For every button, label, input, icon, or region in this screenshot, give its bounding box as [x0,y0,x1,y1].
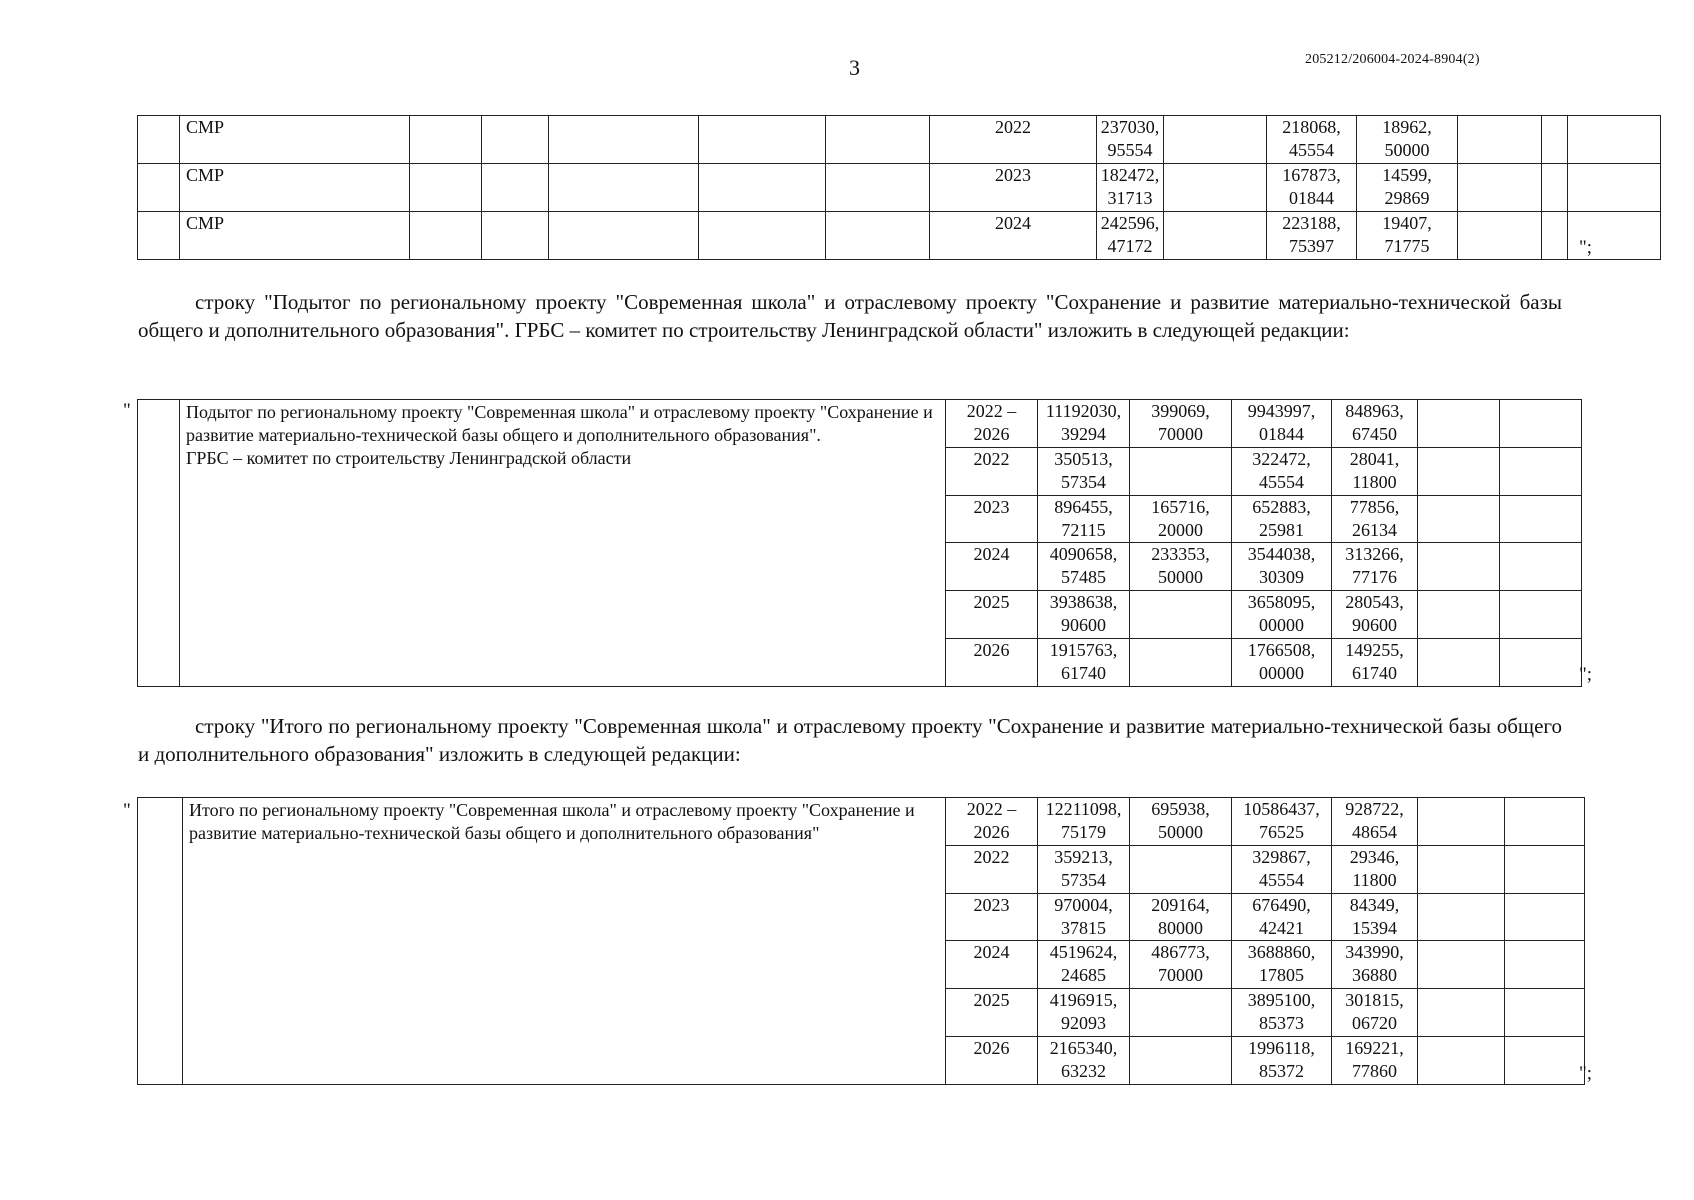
year-cell: 2026 [946,638,1038,686]
federal-budget-cell: 165716, 20000 [1130,495,1232,543]
empty-cell [1418,447,1500,495]
year-cell: 2022 [930,116,1097,164]
empty-cell [482,116,549,164]
empty-cell [482,212,549,260]
table-row [138,212,1661,260]
empty-cell [1418,893,1505,941]
year-cell: 2022 [946,845,1038,893]
regional-budget-cell: 1766508, 00000 [1232,638,1332,686]
empty-cell [1505,798,1585,846]
empty-cell [1164,164,1267,212]
total-cell: 4196915, 92093 [1038,989,1130,1037]
empty-cell [1500,638,1582,686]
federal-budget-cell [1130,447,1232,495]
regional-budget-cell: 3544038, 30309 [1232,543,1332,591]
local-budget-cell: 18962, 50000 [1357,116,1458,164]
empty-cell [1164,212,1267,260]
empty-cell [1568,116,1661,164]
instruction-paragraph: строку "Подытог по региональному проекту "Современная школа" и отраслевому проекту "Сохранение и развитие материально-технической базы общего и дополнительного образования". ГРБС – комитет по строительству Ленинградской области" изложить в следующей редакции: [138,290,1562,342]
federal-budget-cell: 486773, 70000 [1130,941,1232,989]
federal-budget-cell: 695938, 50000 [1130,798,1232,846]
local-budget-cell: 280543, 90600 [1332,591,1418,639]
empty-cell [1418,400,1500,448]
empty-cell [138,164,180,212]
year-cell: 2023 [946,495,1038,543]
empty-cell [1505,989,1585,1037]
empty-cell [1568,164,1661,212]
year-cell: 2024 [946,543,1038,591]
empty-cell [1418,638,1500,686]
empty-cell [1542,116,1568,164]
local-budget-cell: 77856, 26134 [1332,495,1418,543]
table-row [138,164,1661,212]
table-row [138,798,1585,846]
page-number: 3 [849,55,860,80]
local-budget-cell: 928722, 48654 [1332,798,1418,846]
empty-cell [1418,495,1500,543]
local-budget-cell: 313266, 77176 [1332,543,1418,591]
total-cell: 350513, 57354 [1038,447,1130,495]
total-cell: 359213, 57354 [1038,845,1130,893]
regional-budget-cell: 218068, 45554 [1267,116,1357,164]
empty-cell [1418,845,1505,893]
regional-budget-cell: 322472, 45554 [1232,447,1332,495]
document-code: 205212/206004-2024-8904(2) [1305,52,1480,67]
instruction-paragraph: строку "Итого по региональному проекту "Современная школа" и отраслевому проекту "Сохранение и развитие материально-технической базы общего и дополнительного образования" изложить в следующей редакции: [138,714,1562,766]
year-cell: 2023 [946,893,1038,941]
federal-budget-cell [1130,591,1232,639]
local-budget-cell: 29346, 11800 [1332,845,1418,893]
empty-cell [138,400,180,687]
empty-cell [826,116,930,164]
regional-budget-cell: 10586437, 76525 [1232,798,1332,846]
regional-budget-cell: 9943997, 01844 [1232,400,1332,448]
empty-cell [1418,941,1505,989]
closing-quote-mark: "; [1579,237,1593,258]
local-budget-cell: 848963, 67450 [1332,400,1418,448]
empty-cell [1418,1036,1505,1084]
empty-cell [1505,941,1585,989]
row-label: СМР [180,116,410,164]
closing-quote-mark: "; [1579,1063,1593,1084]
total-cell: 11192030, 39294 [1038,400,1130,448]
empty-cell [549,164,699,212]
empty-cell [1542,164,1568,212]
empty-cell [1500,495,1582,543]
opening-quote-mark: " [123,800,131,821]
empty-cell [1500,400,1582,448]
regional-budget-cell: 3658095, 00000 [1232,591,1332,639]
empty-cell [138,212,180,260]
empty-cell [699,212,826,260]
total-cell: 3938638, 90600 [1038,591,1130,639]
empty-cell [1164,116,1267,164]
local-budget-cell: 301815, 06720 [1332,989,1418,1037]
empty-cell [410,164,482,212]
empty-cell [1458,212,1542,260]
year-cell: 2023 [930,164,1097,212]
row-description: Итого по региональному проекту "Современная школа" и отраслевому проекту "Сохранение и развитие материально-технической базы общего и дополнительного образования" [183,798,946,1085]
regional-budget-cell: 652883, 25981 [1232,495,1332,543]
empty-cell [699,164,826,212]
total-cell: 242596, 47172 [1097,212,1164,260]
total-cell: 1915763, 61740 [1038,638,1130,686]
table-row [138,400,1582,448]
empty-cell [826,164,930,212]
empty-cell [826,212,930,260]
year-cell: 2022 [946,447,1038,495]
total-cell: 12211098, 75179 [1038,798,1130,846]
total-cell: 237030, 95554 [1097,116,1164,164]
empty-cell [549,212,699,260]
regional-budget-cell: 3688860, 17805 [1232,941,1332,989]
federal-budget-cell: 233353, 50000 [1130,543,1232,591]
federal-budget-cell [1130,989,1232,1037]
regional-budget-cell: 3895100, 85373 [1232,989,1332,1037]
empty-cell [1542,212,1568,260]
regional-budget-cell: 329867, 45554 [1232,845,1332,893]
empty-cell [1458,116,1542,164]
federal-budget-cell: 209164, 80000 [1130,893,1232,941]
total-table [137,797,1585,1085]
total-cell: 2165340, 63232 [1038,1036,1130,1084]
year-cell: 2025 [946,591,1038,639]
local-budget-cell: 343990, 36880 [1332,941,1418,989]
regional-budget-cell: 167873, 01844 [1267,164,1357,212]
total-cell: 896455, 72115 [1038,495,1130,543]
table-row [138,116,1661,164]
empty-cell [1505,845,1585,893]
year-cell: 2024 [930,212,1097,260]
local-budget-cell: 149255, 61740 [1332,638,1418,686]
empty-cell [1418,591,1500,639]
opening-quote-mark: " [123,400,131,421]
local-budget-cell: 19407, 71775 [1357,212,1458,260]
empty-cell [482,164,549,212]
federal-budget-cell [1130,638,1232,686]
federal-budget-cell [1130,845,1232,893]
regional-budget-cell: 1996118, 85372 [1232,1036,1332,1084]
local-budget-cell: 84349, 15394 [1332,893,1418,941]
year-cell: 2026 [946,1036,1038,1084]
empty-cell [699,116,826,164]
subtotal-table [137,399,1582,687]
local-budget-cell: 28041, 11800 [1332,447,1418,495]
total-cell: 182472, 31713 [1097,164,1164,212]
empty-cell [410,212,482,260]
empty-cell [1418,798,1505,846]
regional-budget-cell: 223188, 75397 [1267,212,1357,260]
row-label: СМР [180,164,410,212]
year-cell: 2024 [946,941,1038,989]
empty-cell [1458,164,1542,212]
local-budget-cell: 14599, 29869 [1357,164,1458,212]
local-budget-cell: 169221, 77860 [1332,1036,1418,1084]
federal-budget-cell [1130,1036,1232,1084]
row-label: СМР [180,212,410,260]
empty-cell [410,116,482,164]
closing-quote-mark: "; [1579,664,1593,685]
empty-cell [1505,893,1585,941]
empty-cell [549,116,699,164]
year-cell: 2025 [946,989,1038,1037]
total-cell: 970004, 37815 [1038,893,1130,941]
total-cell: 4519624, 24685 [1038,941,1130,989]
empty-cell [1500,591,1582,639]
smr-table [137,115,1661,260]
year-cell: 2022 – 2026 [946,798,1038,846]
empty-cell [1418,543,1500,591]
row-description: Подытог по региональному проекту "Современная школа" и отраслевому проекту "Сохранение и развитие материально-технической базы общего и дополнительного образования". ГРБС – комитет по строительству Ленинградской области [180,400,946,687]
total-cell: 4090658, 57485 [1038,543,1130,591]
empty-cell [1418,989,1505,1037]
federal-budget-cell: 399069, 70000 [1130,400,1232,448]
empty-cell [1500,447,1582,495]
year-cell: 2022 – 2026 [946,400,1038,448]
empty-cell [138,116,180,164]
regional-budget-cell: 676490, 42421 [1232,893,1332,941]
empty-cell [1505,1036,1585,1084]
empty-cell [1500,543,1582,591]
empty-cell [138,798,183,1085]
